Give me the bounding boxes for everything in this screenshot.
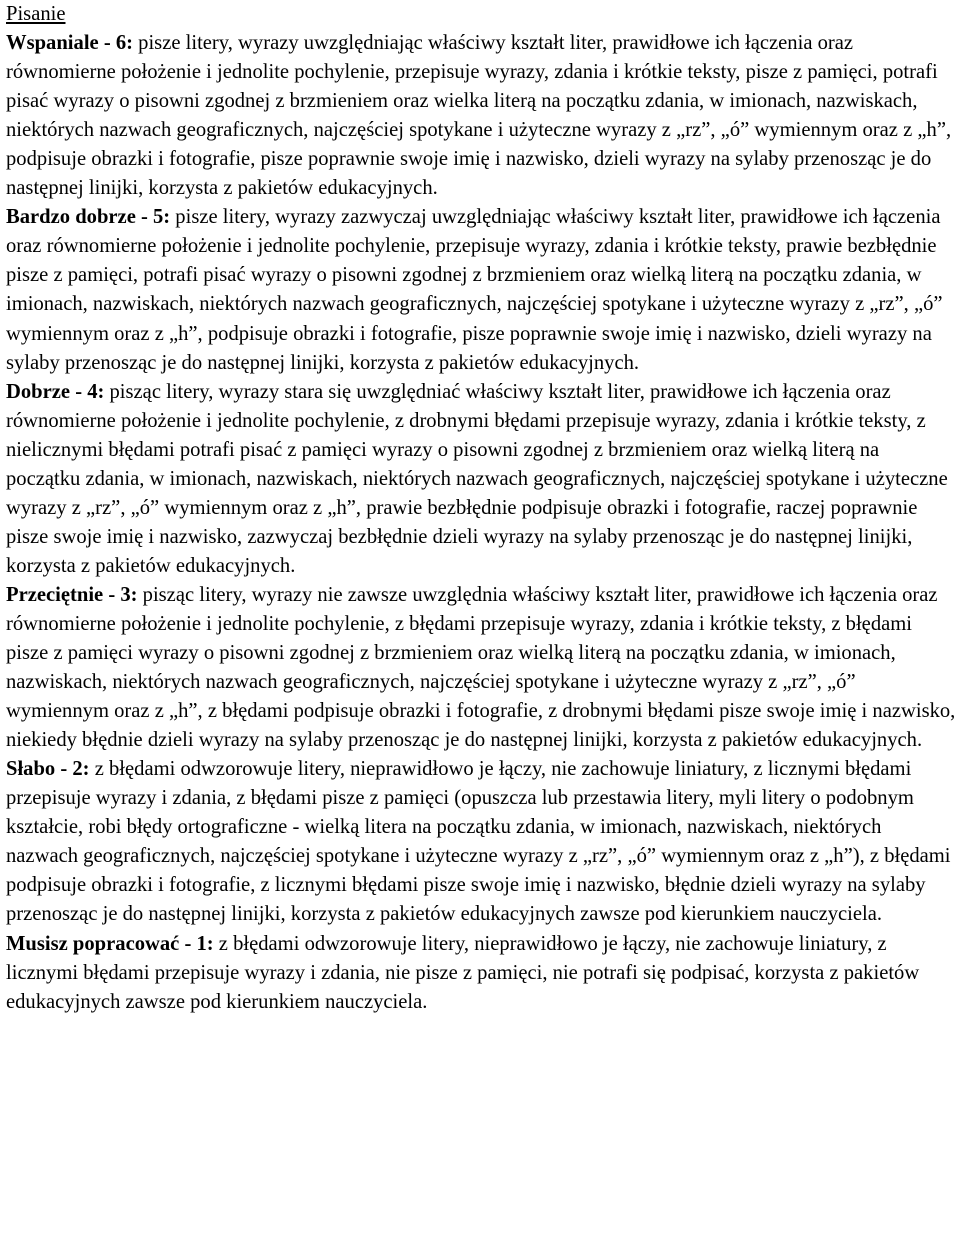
grade-paragraph-3	[6, 581, 956, 755]
grade-paragraph-5	[6, 203, 956, 377]
grade-paragraph-2	[6, 755, 956, 929]
grade-label-6: Wspaniale - 6:	[6, 32, 134, 55]
grade-label-1: Musisz popracować - 1:	[6, 932, 214, 955]
grade-text-2: z błędami odwzorowuje litery, nieprawidłowo je łączy, nie zachowuje liniatury, z licznymi błędami przepisuje wyrazy i zdania, z błędami pisze z pamięci (opuszcza lub przestawia litery, myli litery o podobnym kształcie, robi błędy ortograficzne - wielką litera na początku zdania, w imionach, nazwiskach, niektórych nazwach geograficznych, najczęściej spotykane i użyteczne wyrazy z „rz”, „ó” wymiennym oraz z „h”), z błędami podpisuje obrazki i fotografie, z licznymi błędami pisze swoje imię i nazwisko, błędnie dzieli wyrazy na sylaby przenosząc je do następnej linijki, korzysta z pakietów edukacyjnych zawsze pod kierunkiem nauczyciela.	[6, 758, 951, 926]
section-title: Pisanie	[6, 3, 66, 25]
grade-label-2: Słabo - 2:	[6, 758, 90, 781]
grade-text-5: pisze litery, wyrazy zazwyczaj uwzględniając właściwy kształt liter, prawidłowe ich łączenia oraz równomierne położenie i jednolite pochylenie, przepisuje wyrazy, zdania i krótkie teksty, prawie bezbłędnie pisze z pamięci, potrafi pisać wyrazy o pisowni zgodnej z brzmieniem oraz wielką literą na początku zdania, w imionach, nazwiskach, niektórych nazwach geograficznych, najczęściej spotykane i użyteczne wyrazy z „rz”, „ó” wymiennym oraz z „h”, podpisuje obrazki i fotografie, pisze poprawnie swoje imię i nazwisko, dzieli wyrazy na sylaby przenosząc je do następnej linijki, korzysta z pakietów edukacyjnych.	[6, 206, 943, 374]
grade-label-3: Przeciętnie - 3:	[6, 583, 138, 606]
grade-text-3: pisząc litery, wyrazy nie zawsze uwzględnia właściwy kształt liter, prawidłowe ich łączenia oraz równomierne położenie i jednolite pochylenie, z błędami przepisuje wyrazy, zdania i krótkie teksty, z błędami pisze z pamięci wyrazy o pisowni zgodnej z brzmieniem oraz wielką literą na początku zdania, w imionach, nazwiskach, niektórych nazwach geograficznych, najczęściej spotykane i użyteczne wyrazy z „rz”, „ó” wymiennym oraz z „h”, z błędami podpisuje obrazki i fotografie, z drobnymi błędami pisze swoje imię i nazwisko, niekiedy błędnie dzieli wyrazy na sylaby przenosząc je do następnej linijki, korzysta z pakietów edukacyjnych.	[6, 583, 956, 752]
grade-paragraph-1	[6, 930, 956, 1017]
grade-paragraph-6	[6, 29, 956, 203]
grade-label-4: Dobrze - 4:	[6, 380, 105, 403]
grade-text-1: z błędami odwzorowuje litery, nieprawidłowo je łączy, nie zachowuje liniatury, z licznymi błędami przepisuje wyrazy i zdania, nie pisze z pamięci, nie potrafi się podpisać, korzysta z pakietów edukacyjnych zawsze pod kierunkiem nauczyciela.	[6, 932, 920, 1013]
grade-paragraph-4	[6, 378, 956, 581]
grade-text-6: pisze litery, wyrazy uwzględniając właściwy kształt liter, prawidłowe ich łączenia oraz równomierne położenie i jednolite pochylenie, przepisuje wyrazy, zdania i krótkie teksty, pisze z pamięci, potrafi pisać wyrazy o pisowni zgodnej z brzmieniem oraz wielka literą na początku zdania, w imionach, nazwiskach, niektórych nazwach geograficznych, najczęściej spotykane i użyteczne wyrazy z „rz”, „ó” wymiennym oraz z „h”, podpisuje obrazki i fotografie, pisze poprawnie swoje imię i nazwisko, dzieli wyrazy na sylaby przenosząc je do następnej linijki, korzysta z pakietów edukacyjnych.	[6, 32, 952, 200]
grade-label-5: Bardzo dobrze - 5:	[6, 206, 171, 229]
grade-text-4: pisząc litery, wyrazy stara się uwzględniać właściwy kształt liter, prawidłowe ich łączenia oraz równomierne położenie i jednolite pochylenie, z drobnymi błędami przepisuje wyrazy, zdania i krótkie teksty, z nielicznymi błędami potrafi pisać z pamięci wyrazy o pisowni zgodnej z brzmieniem oraz wielką literą na początku zdania, w imionach, nazwiskach, niektórych nazwach geograficznych, najczęściej spotykane i użyteczne wyrazy z „rz”, „ó” wymiennym oraz z „h”, prawie bezbłędnie podpisuje obrazki i fotografie, raczej poprawnie pisze swoje imię i nazwisko, zazwyczaj bezbłędnie dzieli wyrazy na sylaby przenosząc je do następnej linijki, korzysta z pakietów edukacyjnych.	[6, 380, 948, 577]
